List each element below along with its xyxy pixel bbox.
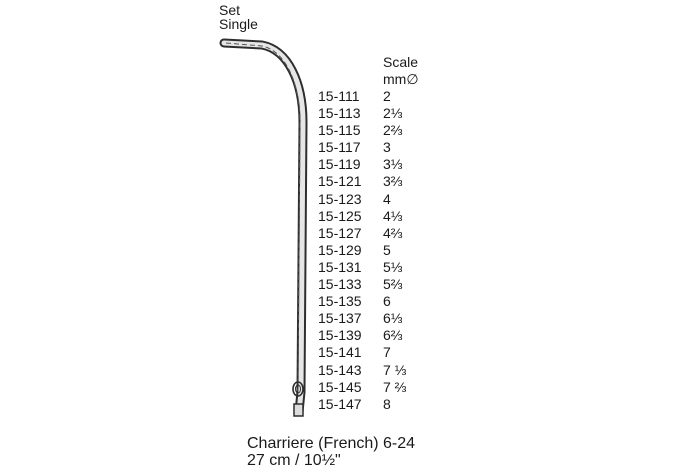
catalog-list <box>318 88 406 413</box>
size-value: 2 <box>383 88 391 104</box>
catalog-row <box>318 379 406 396</box>
size-value: 6 <box>383 293 391 310</box>
item-number: 15-117 <box>318 139 361 156</box>
item-number: 15-123 <box>318 190 362 207</box>
item-number: 15-131 <box>318 258 362 275</box>
item-number: 15-119 <box>318 156 361 173</box>
catalog-row <box>318 122 406 139</box>
catalog-row <box>318 191 406 208</box>
item-number: 15-143 <box>318 361 362 378</box>
size-value: 4⅔ <box>383 224 403 241</box>
size-value: 7 ⅓ <box>383 361 407 378</box>
catalog-row <box>318 208 406 225</box>
size-value: 6⅓ <box>383 310 403 327</box>
scale-heading: Scale <box>383 54 419 70</box>
item-number: 15-141 <box>318 344 362 361</box>
item-number: 15-111 <box>318 88 360 104</box>
size-range-caption: Charriere (French) 6-24 <box>247 435 416 452</box>
size-value: 6⅔ <box>383 327 403 344</box>
item-number: 15-133 <box>318 276 362 293</box>
size-value: 5 <box>383 241 391 258</box>
size-value: 3⅓ <box>383 156 403 173</box>
catalog-row <box>318 259 406 276</box>
size-value: 2⅔ <box>383 122 403 139</box>
single-label: Single <box>219 16 258 32</box>
size-value: 7 <box>383 344 391 361</box>
size-value: 4 <box>383 190 391 207</box>
size-value: 3 <box>383 139 391 156</box>
catalog-row <box>318 362 406 379</box>
catalog-row <box>318 344 406 361</box>
catalog-row <box>318 139 406 156</box>
item-number: 15-129 <box>318 241 362 258</box>
size-value: 7 ⅔ <box>383 378 407 395</box>
item-number: 15-113 <box>318 105 361 122</box>
item-number: 15-125 <box>318 207 362 224</box>
catalog-row <box>318 327 406 344</box>
catalog-row <box>318 293 406 310</box>
size-value: 4⅓ <box>383 207 403 224</box>
catalog-row <box>318 242 406 259</box>
item-number: 15-139 <box>318 327 362 344</box>
catalog-row <box>318 276 406 293</box>
item-number: 15-135 <box>318 293 362 310</box>
catalog-row <box>318 156 406 173</box>
item-number: 15-121 <box>318 173 362 190</box>
item-number: 15-115 <box>318 122 361 139</box>
item-number: 15-137 <box>318 310 362 327</box>
size-value: 8 <box>383 395 391 412</box>
catalog-row <box>318 105 406 122</box>
set-label: Set <box>219 2 241 18</box>
item-number: 15-127 <box>318 224 362 241</box>
size-value: 5⅔ <box>383 276 403 293</box>
catalog-row <box>318 310 406 327</box>
scale-unit: mm∅ <box>383 71 419 87</box>
catalog-row <box>318 225 406 242</box>
size-value: 3⅔ <box>383 173 403 190</box>
size-value: 2⅓ <box>383 105 403 122</box>
item-number: 15-147 <box>318 395 362 412</box>
length-caption: 27 cm / 10½" <box>247 452 341 469</box>
size-value: 5⅓ <box>383 258 403 275</box>
catalog-row <box>318 396 406 413</box>
catalog-row <box>318 173 406 190</box>
item-number: 15-145 <box>318 378 362 395</box>
catalog-row <box>318 88 406 105</box>
